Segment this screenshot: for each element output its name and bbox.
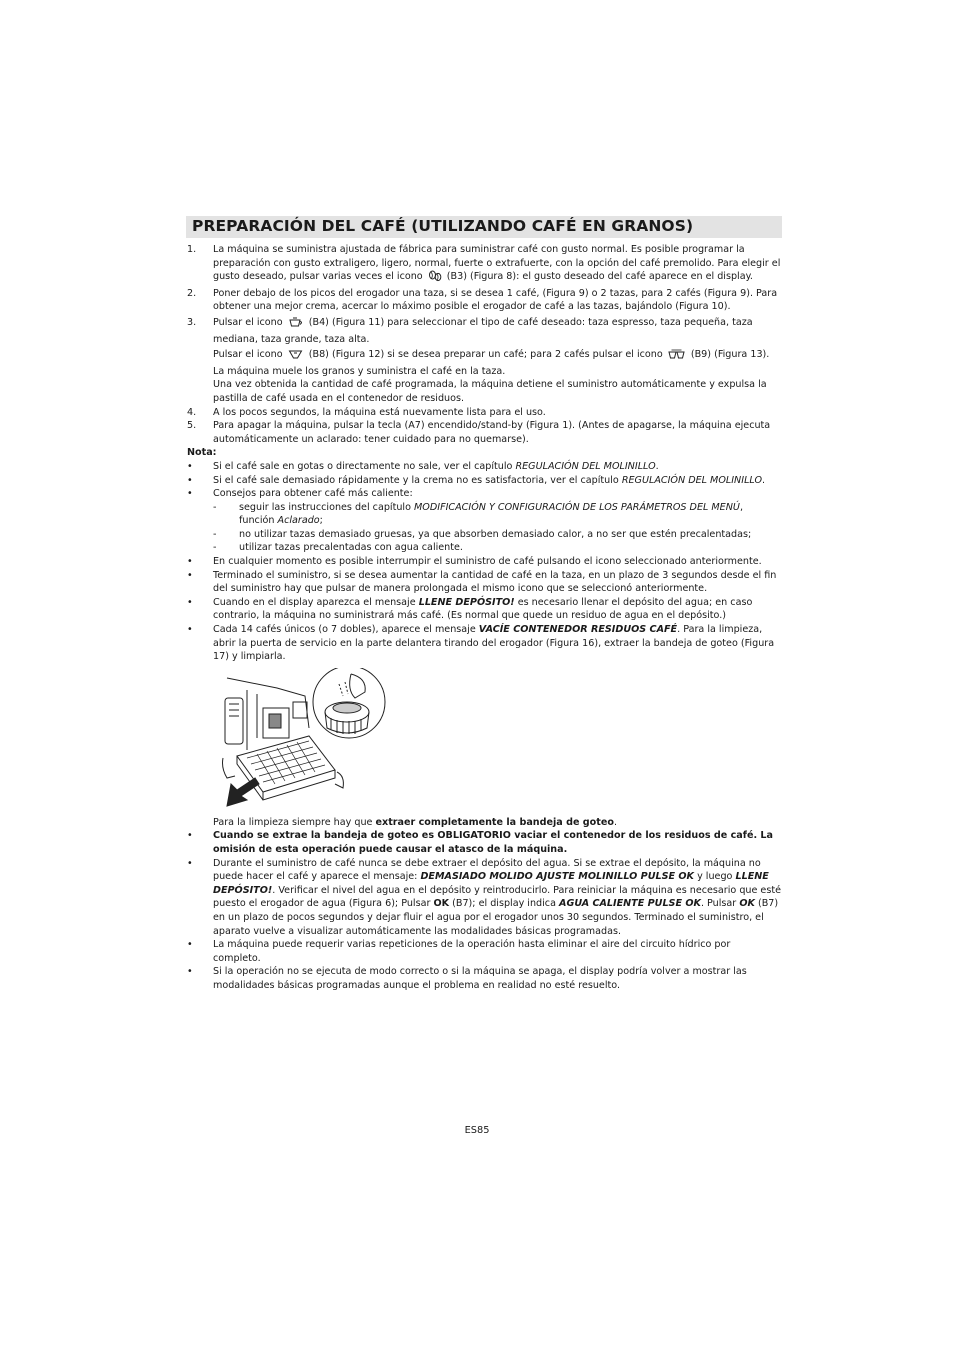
section-title-bar — [186, 216, 782, 238]
note-4: • En cualquier momento es posible interrumpir el suministro de café pulsando el icono seleccionado anteriormente. — [187, 556, 762, 568]
note-3-sub-1: - seguir las instrucciones del capítulo MODIFICACIÓN Y CONFIGURACIÓN DE LOS PARÁMETROS DEL MENÚ, función Aclarado; — [213, 501, 744, 527]
note-1: • Si el café sale en gotas o directamente no sale, ver el capítulo REGULACIÓN DEL MOLINILLO. — [187, 460, 659, 472]
note-3: • Consejos para obtener café más caliente: — [187, 488, 413, 500]
drip-tray-illustration — [213, 668, 781, 814]
note-2: • Si el café sale demasiado rápidamente y la crema no es satisfactoria, ver el capítulo REGULACIÓN DEL MOLINILLO. — [187, 474, 766, 486]
nota-label: Nota: — [187, 447, 217, 459]
step-1: 1. La máquina se suministra ajustada de fábrica para suministrar café con gusto normal. Es posible programar la preparación con gusto extraligero, ligero, normal, fuerte o extrafuerte, con la opción del café premolido. Para elegir el gusto deseado, pulsar varias veces el icono (B3) (Figura 8): el gusto deseado del café aparece en el display. — [187, 243, 781, 287]
note-11: • Si la operación no se ejecuta de modo correcto o si la máquina se apaga, el display podría volver a mostrar las modalidades básicas programadas aunque el problema en realidad no esté resuelto. — [187, 966, 747, 991]
cleaning-note: Para la limpieza siempre hay que extraer completamente la bandeja de goteo. — [213, 816, 618, 828]
step-2: 2. Poner debajo de los picos del erogador una taza, si se desea 1 café, (Figura 9) o 2 tazas, para 2 cafés (Figura 9). Para obtener una mejor crema, acercar lo máximo posible el erogador de café a las tazas, bajándolo (Figura 10). — [187, 287, 778, 313]
step-3-single-double: Pulsar el icono (B8) (Figura 12) si se desea preparar un café; para 2 cafés pulsar el icono (B9) (Figura 13). — [187, 348, 781, 365]
page-number: ES85 — [464, 1125, 490, 1136]
double-cup-icon — [668, 349, 686, 365]
note-6: • Cuando en el display aparezca el mensaje LLENE DEPÓSITO! es necesario llenar el depósito del agua; en caso contrario, la máquina no suministrará más café. (Es normal que quede un residuo de agua en el depósito.) — [187, 596, 753, 622]
step-3-grind: La máquina muele los granos y suministra el café en la taza. — [213, 365, 506, 377]
step-3: 3. Pulsar el icono (B4) (Figura 11) para seleccionar el tipo de café deseado: taza espresso, taza pequeña, taza mediana, taza grande, taza alta. — [187, 316, 753, 345]
note-10: • La máquina puede requerir varias repeticiones de la operación hasta eliminar el aire del circuito hídrico por completo. — [187, 939, 731, 964]
body-text — [187, 243, 781, 993]
note-7: • Cada 14 cafés únicos (o 7 dobles), aparece el mensaje VACÍE CONTENEDOR RESIDUOS CAFÉ. Para la limpieza, abrir la puerta de servicio en la parte delantera tirando del erogador (Figura 16), extraer la bandeja de goteo (Figura 17) y limpiarla. — [187, 624, 775, 663]
step-3-stop: Una vez obtenida la cantidad de café programada, la máquina detiene el suministro automáticamente y expulsa la pastilla de café usada en el contenedor de residuos. — [213, 379, 767, 404]
note-8: • Cuando se extrae la bandeja de goteo es OBLIGATORIO vaciar el contenedor de los residuos de café. La omisión de esta operación puede causar el atasco de la máquina. — [187, 830, 774, 855]
step-4: 4. A los pocos segundos, la máquina está nuevamente lista para el uso. — [187, 406, 546, 418]
note-3-sub-2: - no utilizar tazas demasiado gruesas, ya que absorben demasiado calor, a no ser que estén precalentadas; — [213, 528, 752, 540]
note-5: • Terminado el suministro, si se desea aumentar la cantidad de café en la taza, en un plazo de 3 segundos desde el fin del suministro hay que pulsar de manera prolongada el mismo icono que se seleccionó anteriormente. — [187, 569, 777, 595]
cup-type-icon — [288, 317, 304, 333]
coffee-beans-icon — [428, 270, 442, 287]
note-9: • Durante el suministro de café nunca se debe extraer el depósito del agua. Si se extrae el depósito, la máquina no puede hacer el café y aparece el mensaje: DEMASIADO MOLIDO AJUSTE MOLINILLO PULSE OK y luego LLENE DEPÓSITO!. Verificar el nivel del agua en el depósito y reintroducirlo. Para reiniciar la máquina es necesario que esté puesto el erogador de agua (Figura 6); Pulsar OK (B7); el display indica AGUA CALIENTE PULSE OK. Pulsar OK (B7) en un plazo de pocos segundos y dejar fluir el agua por el erogador unos 30 segundos. Terminado el suministro, el aparato vuelve a visualizar automáticamente las modalidades básicas programadas. — [187, 857, 782, 937]
step-5: 5. Para apagar la máquina, pulsar la tecla (A7) encendido/stand-by (Figura 1). (Antes de apagarse, la máquina ejecuta automáticamente un aclarado: tener cuidado para no quemarse). — [187, 420, 771, 445]
note-3-sub-3: - utilizar tazas precalentadas con agua caliente. — [213, 542, 463, 554]
section-title: PREPARACIÓN DEL CAFÉ (UTILIZANDO CAFÉ EN GRANOS) — [192, 217, 694, 235]
single-cup-icon — [288, 349, 304, 365]
drip-tray-drawing — [217, 668, 387, 814]
